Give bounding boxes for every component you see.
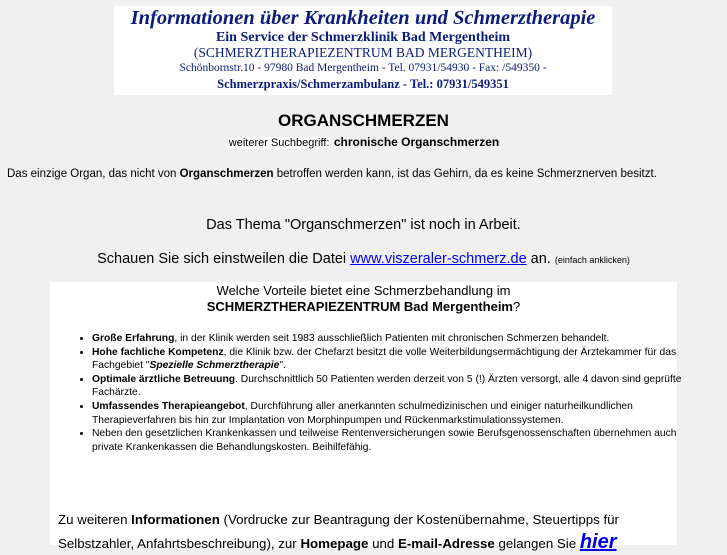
intro-bold-term: Organschmerzen: [179, 168, 274, 180]
list-item-bold: Große Erfahrung: [92, 333, 175, 344]
search-term-label: weiterer Suchbegriff:: [228, 137, 330, 149]
list-item-italic: Spezielle Schmerztherapie: [149, 360, 280, 372]
header-center-name: (SCHMERZTHERAPIEZENTRUM BAD MERGENTHEIM): [193, 45, 533, 60]
intro-text-before: Das einzige Organ, das nicht von: [7, 168, 180, 180]
see-file-text: Schauen Sie sich einstweilen die Datei: [97, 251, 351, 267]
list-item-bold: Hohe fachliche Kompetenz: [92, 346, 224, 358]
see-file-line: [0, 250, 727, 269]
viszeraler-schmerz-link[interactable]: www.viszeraler-schmerz.de: [350, 251, 527, 267]
list-item-text: , die Klinik bzw. der Chefarzt besitzt die volle Weiterbildungsermächtigung der Ärztekammer für das Fachgebiet ": [92, 346, 677, 372]
page-title: ORGANSCHMERZEN: [278, 111, 449, 130]
list-item: [92, 400, 692, 427]
advantages-question-center: [50, 299, 677, 315]
search-term-line: [0, 134, 727, 151]
list-item: [92, 427, 692, 454]
advantages-list: [64, 332, 692, 454]
question-mark: ?: [513, 299, 521, 314]
intro-paragraph: [7, 165, 722, 183]
see-file-after: an.: [526, 251, 555, 267]
search-term-value: chronische Organschmerzen: [333, 135, 500, 149]
info-bold: E-mail-Adresse: [398, 536, 495, 551]
list-item: [92, 373, 692, 400]
list-item-text: , Durchführung aller anerkannten schulmedizinischen und einiger naturheilkundlichen Therapieverfahren bis hin zur Implantation von Morphinpumpen und Rückenmarkstimulationssystemen.: [92, 400, 633, 426]
header-phone: Schmerzpraxis/Schmerzambulanz - Tel.: 07931/549351: [217, 77, 509, 91]
list-item-text: ".: [279, 360, 286, 372]
header-banner: [114, 6, 612, 95]
header-address: Schönbornstr.10 - 97980 Bad Mergentheim - Tel. 07931/54930 - Fax: /549350 -: [179, 62, 547, 74]
click-hint: (einfach anklicken): [554, 255, 630, 265]
info-text: gelangen Sie: [494, 536, 580, 551]
info-text: Zu weiteren: [58, 512, 132, 527]
header-service: Ein Service der Schmerzklinik Bad Mergentheim: [215, 30, 511, 45]
list-item-text: , in der Klinik werden seit 1983 ausschließlich Patienten mit chronischen Schmerzen behandelt.: [174, 333, 610, 344]
list-item: [92, 332, 692, 346]
info-text: und: [368, 536, 398, 551]
hier-link[interactable]: hier: [579, 531, 617, 553]
info-bold: Informationen: [131, 512, 220, 527]
list-item-text: . Durchschnittlich 50 Patienten werden derzeit von 5 (!) Ärzten versorgt, alle 4 davon sind geprüfte Fachärzte.: [92, 373, 682, 399]
list-item-text: Neben den gesetzlichen Krankenkassen und teilweise Rentenversicherungen sowie Berufsgenossenschaften übernehmen auch private Krankenkassen die Behandlungskosten. Beihilfefähig.: [92, 428, 677, 453]
list-item-bold: Umfassendes Therapieangebot: [92, 400, 245, 412]
header-title: Informationen über Krankheiten und Schmerztherapie: [130, 7, 596, 29]
list-item-bold: Optimale ärztliche Betreuung: [92, 373, 236, 385]
info-bold: Homepage: [300, 536, 369, 551]
advantages-question: Welche Vorteile bietet eine Schmerzbehandlung im: [216, 283, 511, 298]
more-info-paragraph: [58, 508, 673, 555]
status-text: Das Thema "Organschmerzen" ist noch in Arbeit.: [206, 217, 521, 233]
info-text: (Vordrucke zur Beantragung der Kostenübernahme, Steuertipps für Selbstzahler, Anfahrtsbeschreibung), zur: [58, 512, 619, 551]
advantages-box: [50, 282, 682, 553]
center-name: SCHMERZTHERAPIEZENTRUM Bad Mergentheim: [206, 299, 513, 314]
list-item: [92, 346, 692, 373]
intro-text-after: betroffen werden kann, ist das Gehirn, da es keine Schmerznerven besitzt.: [273, 168, 657, 180]
